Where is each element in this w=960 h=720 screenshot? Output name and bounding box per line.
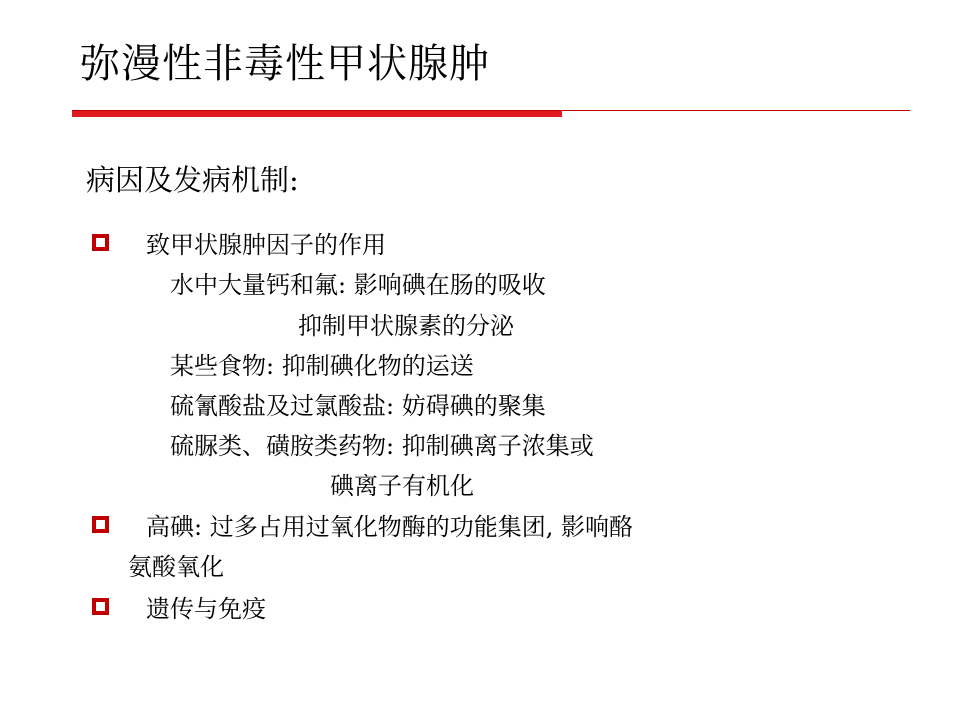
- sub-item-4: 硫脲类、磺胺类药物: 抑制碘离子浓集或: [170, 432, 594, 460]
- bullet-2-continuation: 氨酸氧化: [128, 553, 224, 581]
- sub-item-1: 水中大量钙和氟: 影响碘在肠的吸收: [170, 271, 546, 299]
- bullet-2-text: 高碘: 过多占用过氧化物酶的功能集团, 影响酪: [146, 513, 633, 541]
- bullet-square-icon: [92, 516, 109, 533]
- bullet-1-text: 致甲状腺肿因子的作用: [146, 231, 386, 259]
- sub-item-1-continuation: 抑制甲状腺素的分泌: [298, 312, 514, 340]
- title-divider-thick: [72, 111, 562, 117]
- sub-item-4-continuation: 碘离子有机化: [330, 472, 474, 500]
- slide-title: 弥漫性非毒性甲状腺肿: [80, 41, 490, 87]
- bullet-square-icon: [92, 234, 109, 251]
- bullet-3-text: 遗传与免疫: [146, 595, 266, 623]
- sub-item-2: 某些食物: 抑制碘化物的运送: [170, 352, 474, 380]
- sub-item-3: 硫氰酸盐及过氯酸盐: 妨碍碘的聚集: [170, 392, 546, 420]
- section-heading: 病因及发病机制:: [86, 163, 299, 197]
- bullet-square-icon: [92, 598, 109, 615]
